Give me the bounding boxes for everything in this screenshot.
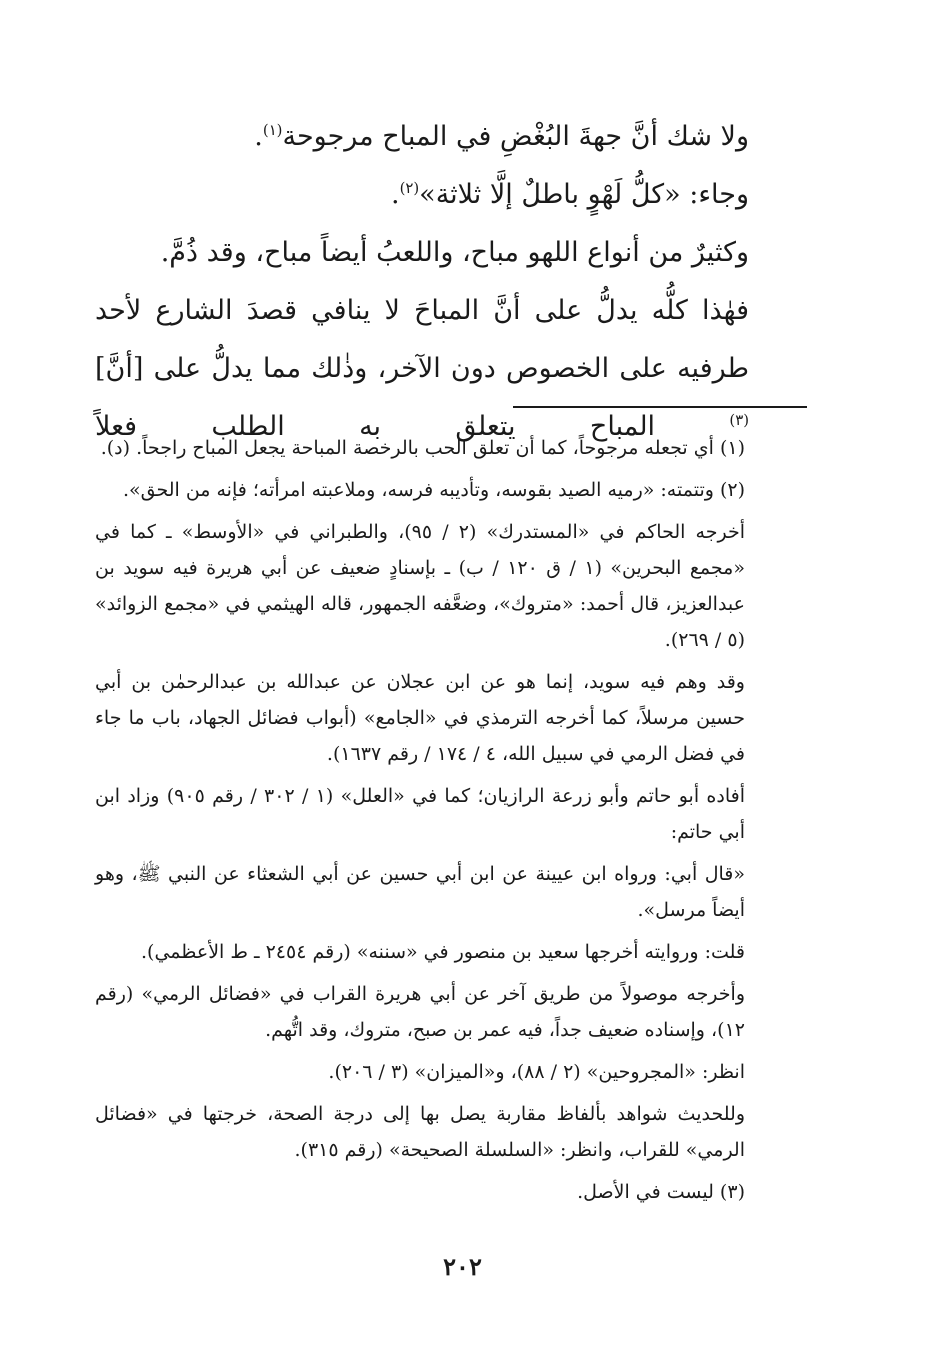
footnote-2-note: وقد وهم فيه سويد، إنما هو عن ابن عجلان عن عبدالله بن عبدالرحمٰن بن أبي حسين مرسلاً، كما أخرجه الترمذي في «الجامع» (أبواب فضائل الجهاد، باب ما جاء في فضل الرمي في سبيل الله، ٤ / ١٧٤ / رقم ١٦٣٧). bbox=[95, 671, 745, 765]
footnote-2-note: قلت: وروايته أخرجها سعيد بن منصور في «سننه» (رقم ٢٤٥٤ ـ ط الأعظمي). bbox=[141, 941, 745, 963]
main-paragraph-1: ولا شك أنَّ جهةَ البُغْضِ في المباح مرجوحة$^{(١)}$. bbox=[254, 121, 749, 152]
footnote-2-quote: «قال أبي: ورواه ابن عيينة عن ابن أبي حسين عن أبي الشعثاء عن النبي ﷺ، وهو أيضاً مرسل». bbox=[95, 863, 745, 921]
footnote-1: (١) أي تجعله مرجوحاً، كما أن تعلق الحب بالرخصة المباحة يجعل المباح راجحاً. (د). bbox=[100, 437, 745, 459]
page-number: ٢٠٢ bbox=[443, 1252, 482, 1281]
footnote-separator bbox=[513, 406, 807, 408]
footnote-2-source: أخرجه الحاكم في «المستدرك» (٢ / ٩٥)، والطبراني في «الأوسط» ـ كما في «مجمع البحرين» (١ / ق ١٢٠ / ب) ـ بإسنادٍ ضعيف عن أبي هريرة فيه سويد بن عبدالعزيز، قال أحمد: «متروك»، وضعَّفه الجمهور، قاله الهيثمي في «مجمع الزوائد» (٥ / ٢٦٩). bbox=[95, 521, 745, 651]
footnote-ref-3: (٣) bbox=[729, 411, 749, 429]
main-text bbox=[95, 108, 807, 456]
footnote-ref-1: (١) bbox=[262, 121, 283, 139]
footnotes bbox=[95, 430, 807, 1216]
footnote-ref-2: (٢) bbox=[399, 179, 420, 197]
footnote-2-note: وأخرجه موصولاً من طريق آخر عن أبي هريرة القراب في «فضائل الرمي» (رقم ١٢)، وإسناده ضعيف جداً، فيه عمر بن صبح، متروك، وقد اتُّهم. bbox=[95, 983, 745, 1041]
main-paragraph-4: فهٰذا كلُّه يدلُّ على أنَّ المباحَ لا ينافي قصدَ الشارع لأحد طرفيه على الخصوص دون الآخر، وذٰلك مما يدلُّ على [أنَّ]$^{(٣)}$ المباح يتعلق به الطلب فعلاً bbox=[95, 295, 749, 442]
main-paragraph-3: وكثيرٌ من أنواع اللهو مباح، واللعبُ أيضاً مباح، وقد ذُمَّ. bbox=[160, 237, 749, 268]
footnote-2-note: انظر: «المجروحين» (٢ / ٨٨)، و«الميزان» (٣ / ٢٠٦). bbox=[328, 1061, 745, 1083]
footnote-2: (٢) وتتمته: «رميه الصيد بقوسه، وتأديبه فرسه، وملاعبته امرأته؛ فإنه من الحق». bbox=[122, 479, 745, 501]
main-paragraph-2: وجاء: «كلُّ لَهْوٍ باطلٌ إلَّا ثلاثة»$^{(٢)}$. bbox=[391, 179, 749, 210]
footnote-2-note: وللحديث شواهد بألفاظ مقاربة يصل بها إلى درجة الصحة، خرجتها في «فضائل الرمي» للقراب، وانظر: «السلسلة الصحيحة» (رقم ٣١٥). bbox=[95, 1103, 745, 1161]
footnote-2-note: أفاده أبو حاتم وأبو زرعة الرازيان؛ كما في «العلل» (١ / ٣٠٢ / رقم ٩٠٥) وزاد ابن أبي حاتم: bbox=[95, 785, 745, 843]
footnote-3: (٣) ليست في الأصل. bbox=[577, 1181, 745, 1203]
